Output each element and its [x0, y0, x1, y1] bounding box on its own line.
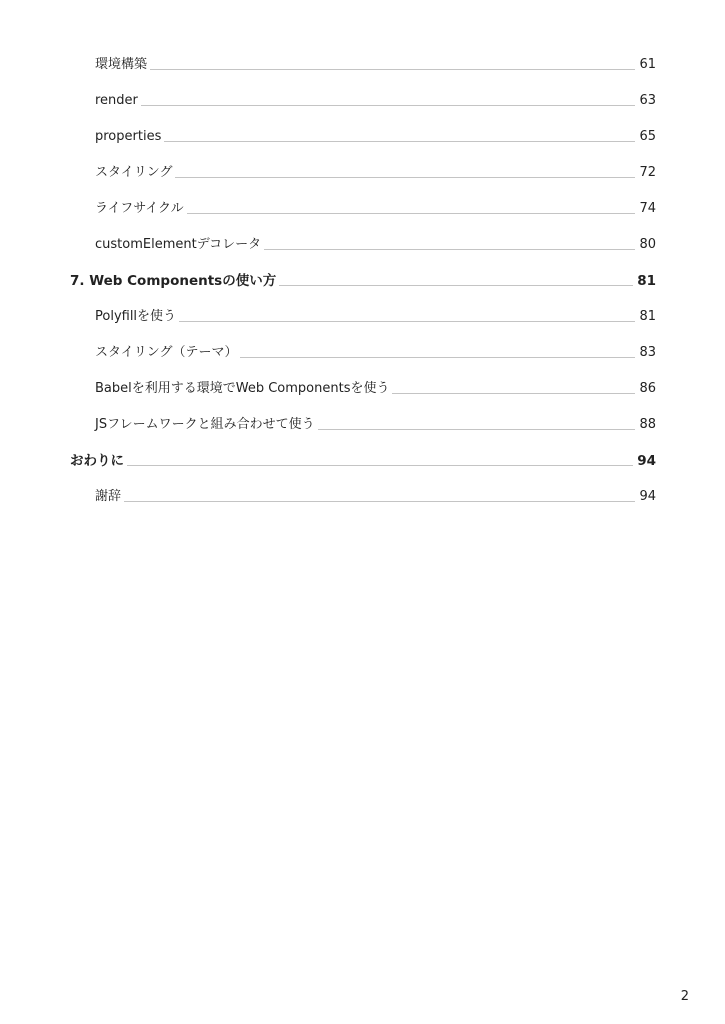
toc-entry-page: 81	[639, 309, 656, 324]
toc-entry-page: 80	[639, 237, 656, 252]
toc-entry-page: 83	[639, 345, 656, 360]
toc-entry-title: Babelを利用する環境でWeb Componentsを使う	[95, 381, 390, 396]
toc-entry[interactable]	[70, 46, 656, 82]
toc-entry-title: properties	[95, 129, 162, 144]
toc-entry-title: おわりに	[70, 453, 124, 469]
toc-leader-line	[175, 176, 635, 178]
table-of-contents	[70, 46, 656, 514]
toc-leader-line	[164, 140, 635, 142]
toc-chapter-entry[interactable]	[70, 262, 656, 298]
toc-leader-line	[127, 464, 633, 466]
toc-entry-page: 86	[639, 381, 656, 396]
toc-leader-line	[150, 68, 635, 70]
toc-entry[interactable]	[70, 334, 656, 370]
toc-entry[interactable]	[70, 226, 656, 262]
toc-entry-title: JSフレームワークと組み合わせて使う	[95, 417, 315, 432]
toc-leader-line	[124, 500, 635, 502]
toc-entry[interactable]	[70, 190, 656, 226]
toc-entry-title: スタイリング（テーマ）	[95, 345, 238, 360]
toc-entry-title: スタイリング	[95, 165, 173, 180]
toc-entry[interactable]	[70, 406, 656, 442]
toc-entry-title: 環境構築	[95, 57, 148, 72]
toc-entry[interactable]	[70, 370, 656, 406]
page-number: 2	[680, 989, 689, 1004]
toc-entry-title: render	[95, 93, 138, 108]
toc-leader-line	[141, 104, 636, 106]
toc-leader-line	[264, 248, 635, 250]
toc-entry-title: 7. Web Componentsの使い方	[70, 273, 277, 289]
toc-entry-page: 72	[639, 165, 656, 180]
toc-entry-page: 94	[637, 453, 656, 469]
toc-entry-page: 63	[639, 93, 656, 108]
toc-entry[interactable]	[70, 154, 656, 190]
toc-entry[interactable]	[70, 478, 656, 514]
toc-entry[interactable]	[70, 118, 656, 154]
toc-entry-page: 61	[639, 57, 656, 72]
toc-entry-page: 74	[639, 201, 656, 216]
toc-entry-title: customElementデコレータ	[95, 237, 262, 252]
toc-entry-page: 88	[639, 417, 656, 432]
toc-leader-line	[318, 428, 636, 430]
toc-leader-line	[392, 392, 635, 394]
toc-leader-line	[179, 320, 635, 322]
toc-entry-page: 65	[639, 129, 656, 144]
toc-entry-title: ライフサイクル	[95, 201, 184, 216]
toc-leader-line	[187, 212, 636, 214]
toc-entry-page: 94	[639, 489, 656, 504]
toc-leader-line	[240, 356, 635, 358]
toc-entry-title: Polyfillを使う	[95, 309, 177, 324]
toc-entry[interactable]	[70, 82, 656, 118]
toc-chapter-entry[interactable]	[70, 442, 656, 478]
toc-entry[interactable]	[70, 298, 656, 334]
toc-entry-title: 謝辞	[95, 489, 122, 504]
toc-entry-page: 81	[637, 273, 656, 289]
toc-leader-line	[279, 284, 633, 286]
